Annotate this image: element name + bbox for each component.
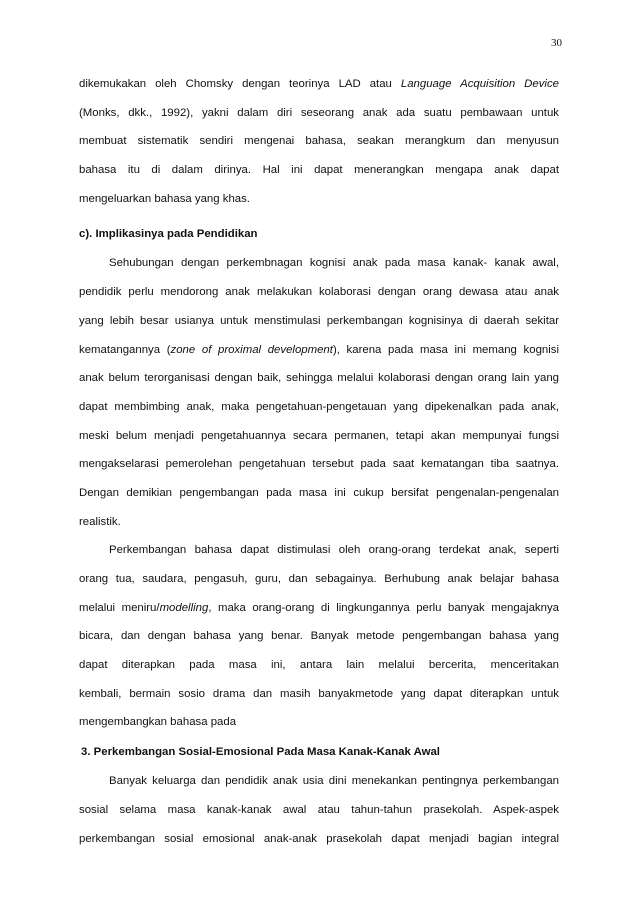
text-line: [79, 307, 559, 336]
page-content: [79, 70, 559, 853]
text-line: [79, 680, 559, 709]
text-line: [79, 364, 559, 393]
paragraph-language: [79, 536, 559, 737]
text-line: [79, 796, 559, 825]
text-line: [79, 565, 559, 594]
section-heading-social-emotional: 3. Perkembangan Sosial-Emosional Pada Masa Kanak-Kanak Awal: [81, 746, 440, 759]
text-segment: dapat membimbing anak, maka pengetahuan-pengetauan yang dipekenalkan pada anak,: [79, 400, 559, 413]
text-line: [79, 249, 559, 278]
text-segment: Banyak keluarga dan pendidik anak usia dini menekankan pentingnya perkembangan: [109, 775, 559, 788]
paragraph-cognition: [79, 249, 559, 536]
text-segment: dikemukakan oleh Chomsky dengan teorinya LAD atau: [79, 78, 401, 90]
text-segment: orang tua, saudara, pengasuh, guru, dan sebagainya. Berhubung anak belajar bahasa: [79, 573, 559, 585]
text-line: [79, 767, 559, 796]
text-segment: yang lebih besar usianya untuk menstimulasi perkembangan kognisinya di daerah sekitar: [79, 314, 559, 327]
text-segment: ), karena pada masa ini memang kognisi: [332, 343, 559, 356]
text-segment: , maka orang-orang di lingkungannya perlu banyak mengajaknya: [208, 601, 559, 614]
text-segment: realistik.: [79, 515, 121, 528]
text-segment: mengeluarkan bahasa yang khas.: [79, 192, 250, 205]
text-line: [79, 536, 559, 565]
text-line: [79, 622, 559, 651]
text-line: [79, 99, 559, 128]
text-segment: membuat sistematik sendiri mengenai bahasa, seakan merangkum dan menyusun: [79, 135, 559, 148]
text-segment: bicara, dan dengan bahasa yang benar. Banyak metode pengembangan bahasa yang: [79, 630, 559, 643]
text-line: [79, 278, 559, 307]
page-number: 30: [551, 37, 562, 49]
text-segment: mengakselarasi pemerolehan pengetahuan tersebut pada saat kematangan tiba saatnya.: [79, 458, 559, 471]
text-line: [79, 825, 559, 854]
text-line: [79, 450, 559, 479]
text-line: [79, 651, 559, 680]
text-segment: meski belum menjadi pengetahuannya secara permanen, tetapi akan mempunyai fungsi: [79, 429, 559, 442]
text-line: [79, 156, 559, 185]
section-heading-implications: c). Implikasinya pada Pendidikan: [79, 228, 258, 241]
text-segment: Sehubungan dengan perkembnagan kognisi anak pada masa kanak- kanak awal,: [109, 257, 559, 270]
text-segment: Perkembangan bahasa dapat distimulasi oleh orang-orang terdekat anak, seperti: [109, 544, 559, 557]
text-segment: dapat diterapkan pada masa ini, antara lain melalui bercerita, menceritakan: [79, 659, 559, 672]
text-segment: kematangannya (: [79, 343, 171, 356]
text-segment: bahasa itu di dalam dirinya. Hal ini dapat menerangkan mengapa anak dapat: [79, 164, 559, 177]
text-segment: perkembangan sosial emosional anak-anak prasekolah dapat menjadi bagian integral: [79, 832, 559, 845]
text-segment: anak belum terorganisasi dengan baik, sehingga melalui kolaborasi dengan orang lain yang: [79, 372, 559, 385]
text-segment: Dengan demikian pengembangan pada masa ini cukup bersifat pengenalan-pengenalan: [79, 486, 559, 499]
text-segment: sosial selama masa kanak-kanak awal atau tahun-tahun prasekolah. Aspek-aspek: [79, 803, 559, 816]
paragraph-social: [79, 767, 559, 853]
italic-term: zone of proximal development: [170, 343, 333, 356]
text-line: [79, 508, 559, 537]
text-line: [79, 70, 559, 99]
text-segment: mengembangkan bahasa pada: [79, 716, 237, 729]
italic-term: modelling: [159, 601, 209, 614]
text-line: [79, 393, 559, 422]
italic-term: Language Acquisition Device: [400, 78, 559, 90]
text-line: [79, 594, 559, 623]
text-line: [79, 708, 559, 737]
text-line: [79, 422, 559, 451]
text-segment: pendidik perlu mendorong anak melakukan kolaborasi dengan orang dewasa atau anak: [79, 286, 559, 299]
text-segment: (Monks, dkk., 1992), yakni dalam diri seseorang anak ada suatu pembawaan untuk: [79, 106, 559, 119]
text-line: [79, 336, 559, 365]
text-segment: melalui meniru/: [79, 601, 160, 614]
paragraph-intro: [79, 70, 559, 213]
text-segment: kembali, bermain sosio drama dan masih banyakmetode yang dapat diterapkan untuk: [79, 687, 559, 700]
text-line: [79, 185, 559, 214]
text-line: [79, 127, 559, 156]
text-line: [79, 479, 559, 508]
